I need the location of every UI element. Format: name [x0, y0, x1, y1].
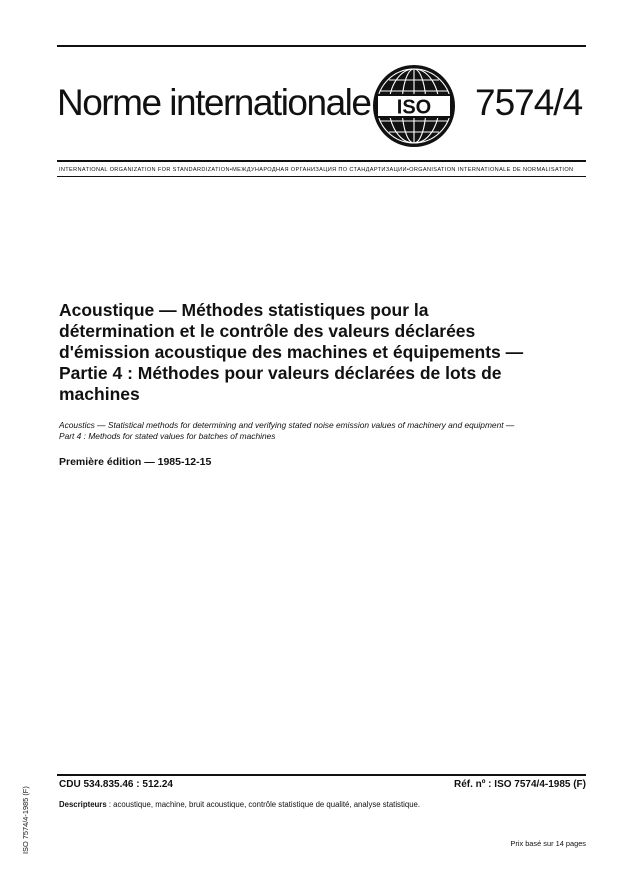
top-rule [57, 45, 586, 47]
standard-number: 7574/4 [475, 82, 583, 123]
title-line: d'émission acoustique des machines et équipements — [59, 342, 524, 362]
document-type-title: Norme internationale [57, 82, 371, 123]
cdu-classification: CDU 534.835.46 : 512.24 [59, 779, 173, 790]
side-reference [21, 774, 33, 854]
english-title [59, 420, 579, 442]
title-line: détermination et le contrôle des valeurs déclarées [59, 321, 476, 341]
english-title-line: Part 4 : Methods for stated values for batches of machines [59, 431, 276, 441]
main-title [59, 300, 579, 405]
title-line: machines [59, 384, 140, 404]
descriptors [59, 800, 420, 809]
side-reference-text: ISO 7574/4-1985 (F) [21, 786, 30, 854]
footer-rule [57, 774, 586, 776]
english-title-line: Acoustics — Statistical methods for determining and verifying stated noise emission values of machinery and equipment — [59, 420, 515, 430]
descriptors-text: : acoustique, machine, bruit acoustique, contrôle statistique de qualité, analyse statistique. [106, 800, 421, 809]
reference-number: Réf. nº : ISO 7574/4-1985 (F) [453, 779, 586, 790]
title-line: Partie 4 : Méthodes pour valeurs déclarées de lots de [59, 363, 502, 383]
iso-logo-icon [371, 63, 457, 149]
title-line: Acoustique — Méthodes statistiques pour la [59, 300, 429, 320]
org-upper-rule [57, 160, 586, 162]
org-lower-rule [57, 176, 586, 177]
organization-names: INTERNATIONAL ORGANIZATION FOR STANDARDIZATION•МЕЖДУНАРОДНАЯ ОРГАНИЗАЦИЯ ПО СТАНДАРТИЗАЦИИ•ORGANISATION INTERNATIONALE DE NORMALISATION [59, 167, 574, 173]
price-note: Prix basé sur 14 pages [510, 839, 586, 848]
edition-date: Première édition — 1985-12-15 [59, 456, 212, 468]
descriptors-label: Descripteurs [59, 800, 107, 809]
iso-logo-text: ISO [396, 96, 432, 119]
